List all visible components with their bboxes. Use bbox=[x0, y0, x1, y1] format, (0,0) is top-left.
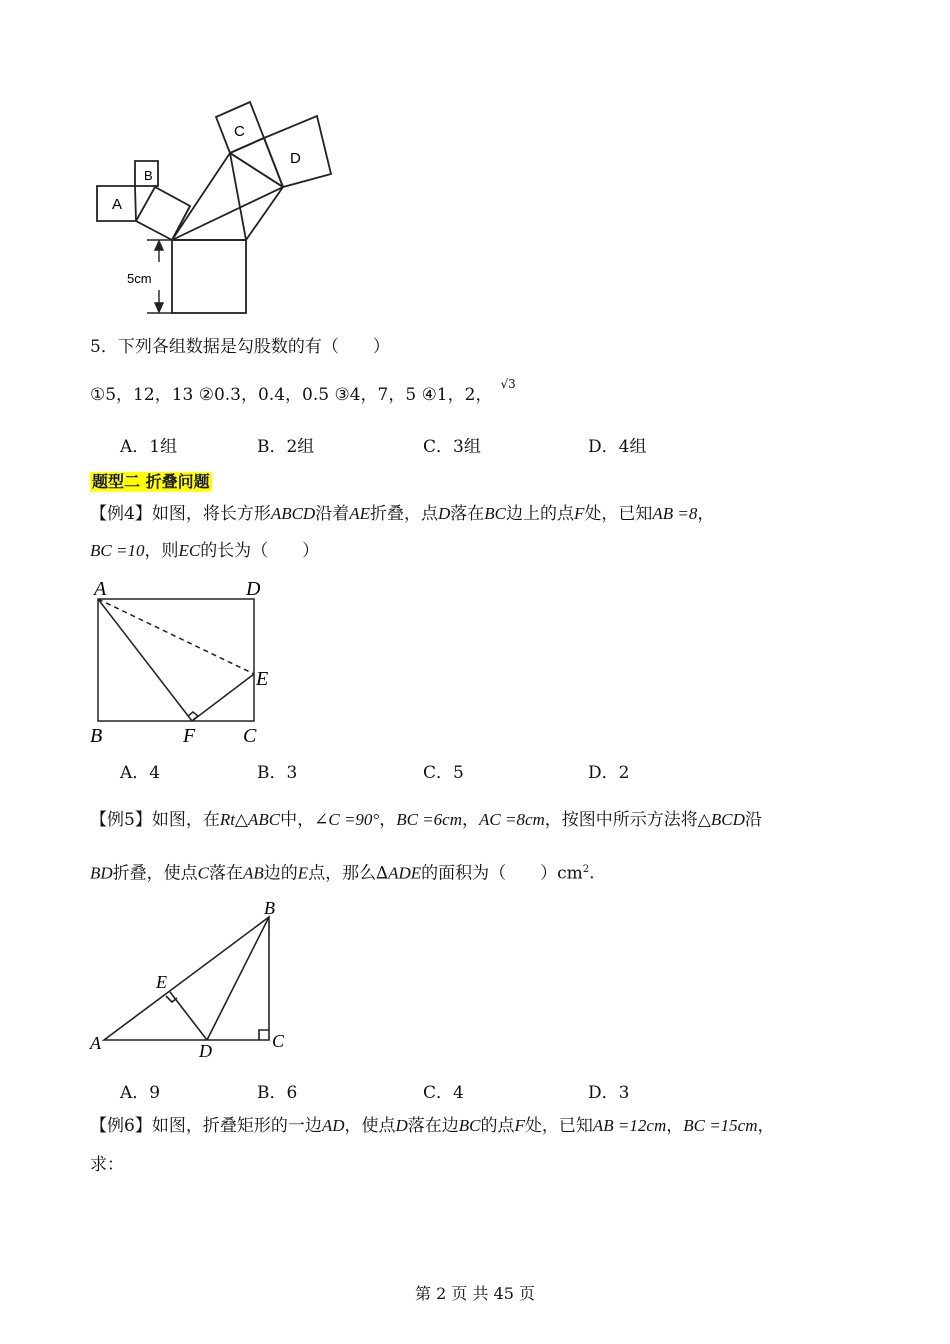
left-square bbox=[136, 187, 190, 240]
ex4-line1 bbox=[90, 502, 714, 526]
figure-ex5 bbox=[85, 895, 300, 1065]
m: F bbox=[574, 504, 585, 523]
label-a: A bbox=[112, 196, 123, 213]
t: ， bbox=[666, 1116, 684, 1136]
fig5-label-b: B bbox=[264, 898, 275, 918]
m: ABCD bbox=[270, 504, 316, 523]
t: ， bbox=[757, 1116, 775, 1136]
fig5-label-c: C bbox=[272, 1031, 285, 1051]
t: 落在 bbox=[209, 863, 244, 884]
figure-ex4 bbox=[85, 570, 285, 750]
ex4-option-a[interactable]: A．4 bbox=[120, 763, 161, 783]
figure-squares bbox=[90, 100, 340, 320]
dimension-label: 5cm bbox=[127, 271, 152, 286]
t: 中， bbox=[280, 810, 315, 830]
t: 折叠，使点 bbox=[112, 863, 198, 884]
m: BC =10 bbox=[90, 541, 145, 560]
m: Rt△ABC bbox=[219, 810, 281, 829]
t: 处，已知 bbox=[584, 504, 653, 524]
q5-data-line bbox=[90, 377, 516, 408]
ex5-option-c[interactable]: C．4 bbox=[423, 1083, 464, 1103]
t: ， bbox=[697, 504, 715, 524]
fig5-label-d: D bbox=[199, 1041, 212, 1061]
m: BC bbox=[484, 504, 507, 523]
t: 折叠，点 bbox=[370, 504, 438, 524]
t: ， bbox=[462, 810, 480, 830]
ex4-option-b[interactable]: B．3 bbox=[257, 763, 298, 783]
t: 落在边 bbox=[407, 1116, 459, 1136]
fig4-label-f: F bbox=[183, 725, 196, 747]
q5-option-c[interactable]: C．3组 bbox=[423, 437, 481, 457]
q5-option-d[interactable]: D．4组 bbox=[588, 437, 647, 457]
ex5-option-a[interactable]: A．9 bbox=[120, 1083, 161, 1103]
m: BD bbox=[90, 863, 113, 883]
m: BC bbox=[458, 1116, 481, 1135]
ex5-option-b[interactable]: B．6 bbox=[257, 1083, 298, 1103]
m: AB =12cm bbox=[592, 1116, 667, 1135]
m: F bbox=[514, 1116, 525, 1135]
m: E bbox=[297, 863, 309, 883]
ex6-line1 bbox=[90, 1114, 775, 1138]
m: ∠C =90° bbox=[314, 810, 380, 829]
ex5-line2 bbox=[90, 858, 595, 886]
section-heading bbox=[90, 469, 212, 492]
t: ， bbox=[379, 810, 397, 830]
m: BCD bbox=[710, 810, 745, 829]
t: 点，那么∆ bbox=[308, 863, 389, 884]
t: ，则 bbox=[144, 541, 179, 561]
section-title: 题型二 折叠问题 bbox=[92, 472, 210, 491]
ex4-tag: 【例4】 bbox=[90, 504, 152, 524]
ex4-line2 bbox=[90, 539, 319, 563]
fig5-label-e: E bbox=[156, 972, 167, 992]
m: EC bbox=[178, 541, 201, 560]
ex5-option-d[interactable]: D．3 bbox=[588, 1083, 630, 1103]
t: ，使点 bbox=[344, 1116, 396, 1136]
m: D bbox=[395, 1116, 408, 1135]
q5-option-a[interactable]: A．1组 bbox=[120, 437, 178, 457]
t: . bbox=[589, 863, 595, 884]
t: 落在 bbox=[450, 504, 485, 524]
t: 如图，将长方形 bbox=[151, 504, 271, 524]
q5-radical: √3 bbox=[500, 377, 516, 391]
fig4-label-a: A bbox=[94, 578, 107, 600]
t: 的点 bbox=[480, 1116, 515, 1136]
t: 边的 bbox=[263, 863, 298, 884]
inner-quad bbox=[172, 153, 283, 240]
q5-data: ①5，12，13 ②0.3，0.4，0.5 ③4，7，5 ④1，2， bbox=[90, 385, 493, 405]
t: ，按图中所示方法将△ bbox=[544, 810, 711, 830]
m: BC =15cm bbox=[683, 1116, 758, 1135]
m: ADE bbox=[388, 863, 422, 883]
bottom-square bbox=[172, 240, 246, 313]
ex4-option-d[interactable]: D．2 bbox=[588, 763, 630, 783]
m: AB bbox=[243, 863, 264, 883]
m: C bbox=[197, 863, 210, 883]
superscript: 2 bbox=[582, 864, 590, 875]
ex6-line2: 求： bbox=[90, 1155, 124, 1175]
t: 沿 bbox=[744, 810, 762, 830]
m: BC =6cm bbox=[396, 810, 463, 829]
q5-option-b[interactable]: B．2组 bbox=[257, 437, 315, 457]
m: AC =8cm bbox=[479, 810, 545, 829]
t: 边上的点 bbox=[506, 504, 575, 524]
ex4-option-c[interactable]: C．5 bbox=[423, 763, 464, 783]
fig5-label-a: A bbox=[90, 1033, 101, 1053]
m: AE bbox=[349, 504, 370, 523]
label-d: D bbox=[290, 150, 301, 167]
fig4-label-b: B bbox=[90, 725, 103, 747]
label-b: B bbox=[144, 168, 153, 183]
t: 沿着 bbox=[315, 504, 350, 524]
t: 处，已知 bbox=[524, 1116, 593, 1136]
t: 如图，折叠矩形的一边 bbox=[151, 1116, 322, 1136]
t: 如图，在 bbox=[151, 810, 220, 830]
page-footer: 第 2 页 共 45 页 bbox=[415, 1284, 535, 1303]
t: 的面积为（ ）cm bbox=[421, 863, 583, 884]
m: D bbox=[438, 504, 451, 523]
fig4-label-e: E bbox=[256, 668, 269, 690]
ex5-tag: 【例5】 bbox=[90, 810, 152, 830]
q5-stem: 5．下列各组数据是勾股数的有（ ） bbox=[90, 337, 390, 357]
fig4-label-c: C bbox=[243, 725, 257, 747]
fig4-label-d: D bbox=[246, 578, 261, 600]
t: 的长为（ ） bbox=[200, 541, 320, 561]
ex6-tag: 【例6】 bbox=[90, 1116, 152, 1136]
m: AD bbox=[321, 1116, 345, 1135]
ex5-line1 bbox=[90, 808, 762, 832]
m: AB =8 bbox=[652, 504, 698, 523]
label-c: C bbox=[234, 123, 245, 140]
